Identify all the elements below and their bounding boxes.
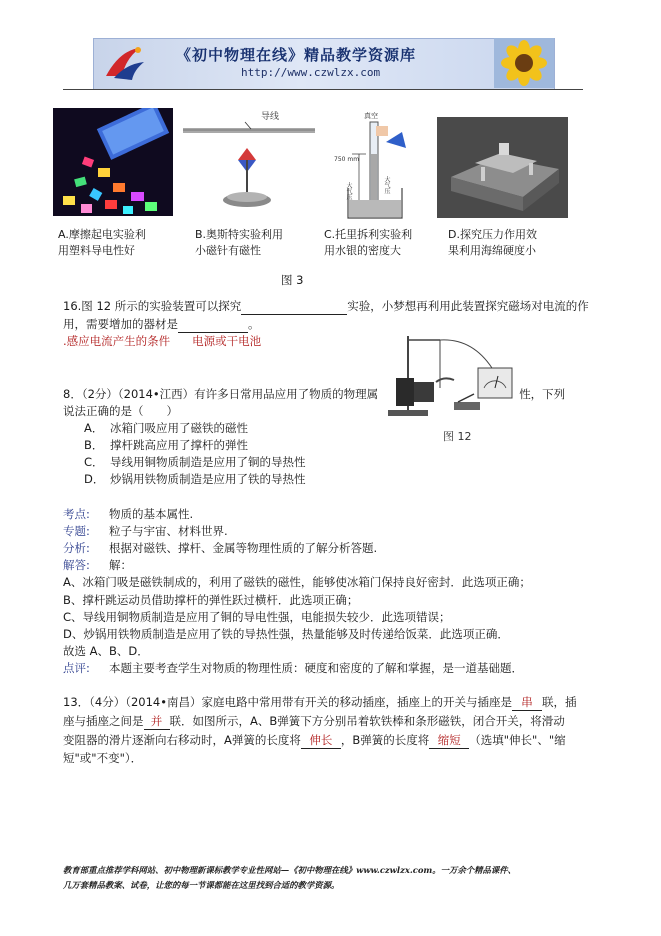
caption-c: C.托里拆利实验利 用水银的密度大 xyxy=(324,228,413,257)
q13-answer-series: 串 xyxy=(512,694,542,711)
q16-line1: 16.图 12 所示的实验装置可以探究 实验，小梦想再利用此装置探究磁场对电流的作 xyxy=(63,299,589,313)
q8-line2: 说法正确的是（ ） xyxy=(63,404,178,418)
q13-answer-b: 缩短 xyxy=(429,732,469,749)
q16-blank-1 xyxy=(241,298,347,315)
q13-line1: 13．（4分）（2014•南昌）家庭电路中常用带有开关的移动插座，插座上的开关与插座是 串 联，插 xyxy=(63,695,577,709)
caption-d: D.探究压力作用效 果利用海绵硬度小 xyxy=(448,228,537,257)
q8-line1: 8．（2分）（2014•江西）有许多日常用品应用了物质的物理属 性，下列 xyxy=(63,387,566,401)
q8-dianping: 点评: 本题主要考查学生对物质的物理性质：硬度和密度的了解和掌握，是一道基础题． xyxy=(63,661,523,675)
torricelli-experiment-image xyxy=(330,108,420,220)
figure3-label: 图 3 xyxy=(281,273,304,287)
figure12-label: 图 12 xyxy=(443,430,472,443)
q8-fenxi: 分析: 根据对磁铁、撑杆、金属等物理性质的了解分析答题. xyxy=(63,541,378,555)
height-750-label: 750 mm xyxy=(334,156,360,163)
q8-solution-choice: 故选 A、B、D． xyxy=(63,644,149,658)
figure12-apparatus-image xyxy=(382,328,518,424)
friction-electricity-image xyxy=(53,108,173,216)
q8-solution-b: B、撑杆跳运动员借助撑杆的弹性跃过横杆．此选项正确； xyxy=(63,593,359,607)
atm-pressure-label-left: 大气压 xyxy=(345,182,352,200)
header-title: 《初中物理在线》精品教学资源库 xyxy=(176,46,417,64)
vacuum-label: 真空 xyxy=(364,112,378,120)
q13-answer-a: 伸长 xyxy=(301,732,341,749)
q8-zhuanti: 专题: 粒子与宇宙、材料世界. xyxy=(63,524,228,538)
header-url[interactable]: http://www.czwlzx.com xyxy=(241,66,381,79)
q8-option-b: B． 撑杆跳高应用了撑杆的弹性 xyxy=(84,438,248,452)
footer-line-1: 教育部重点推荐学科网站、初中物理新课标教学专业性网站—《初中物理在线》www.czwlzx.com。一万余个精品课件、 xyxy=(63,865,517,875)
caption-b: B.奥斯特实验利用 小磁针有磁性 xyxy=(195,228,284,257)
q8-option-a: A． 冰箱门吸应用了磁铁的磁性 xyxy=(84,421,248,435)
q8-option-c: C． 导线用铜物质制造是应用了铜的导热性 xyxy=(84,455,306,469)
header-rule xyxy=(63,89,583,90)
caption-a: A.摩擦起电实验利 用塑料导电性好 xyxy=(58,228,146,257)
q8-kaodian: 考点: 物质的基本属性. xyxy=(63,507,194,521)
q16-line2: 用，需要增加的器材是 。 xyxy=(63,317,260,331)
q13-line3: 变阻器的滑片逐渐向右移动时，A弹簧的长度将 伸长 ，B弹簧的长度将 缩短 （选填"伸长"、"缩 xyxy=(63,733,566,747)
q8-jieda: 解答: 解： xyxy=(63,558,132,572)
site-logo-icon xyxy=(100,42,150,84)
q16-answer: .感应电流产生的条件 电源或干电池 xyxy=(63,334,262,348)
q8-solution-c: C、导线用铜物质制造是应用了铜的导电性强，电能损失较少．此选项错误； xyxy=(63,610,451,624)
q13-line4: 短"或"不变"）． xyxy=(63,751,143,765)
atm-pressure-label-right: 大气压 xyxy=(383,176,390,194)
q8-solution-a: A、冰箱门吸是磁铁制成的，利用了磁铁的磁性，能够使冰箱门保持良好密封．此选项正确； xyxy=(63,575,531,589)
wire-label: 导线 xyxy=(261,112,280,122)
sunflower-icon xyxy=(494,38,554,88)
q16-blank-2 xyxy=(178,316,248,333)
q8-solution-d: D、炒锅用铁物质制造是应用了铁的导热性强，热量能够及时传递给饭菜．此选项正确． xyxy=(63,627,509,641)
pressure-experiment-image xyxy=(437,117,568,218)
oersted-experiment-image xyxy=(183,108,315,216)
q13-line2: 座与插座之间是 并 联．如图所示，A、B弹簧下方分别吊着软铁棒和条形磁铁，闭合开关，将滑动 xyxy=(63,714,565,728)
footer-line-2: 几万套精品教案、试卷，让您的每一节课都能在这里找到合适的教学资源。 xyxy=(63,880,340,890)
q13-answer-parallel: 并 xyxy=(144,713,170,730)
q8-option-d: D． 炒锅用铁物质制造是应用了铁的导热性 xyxy=(84,472,306,486)
